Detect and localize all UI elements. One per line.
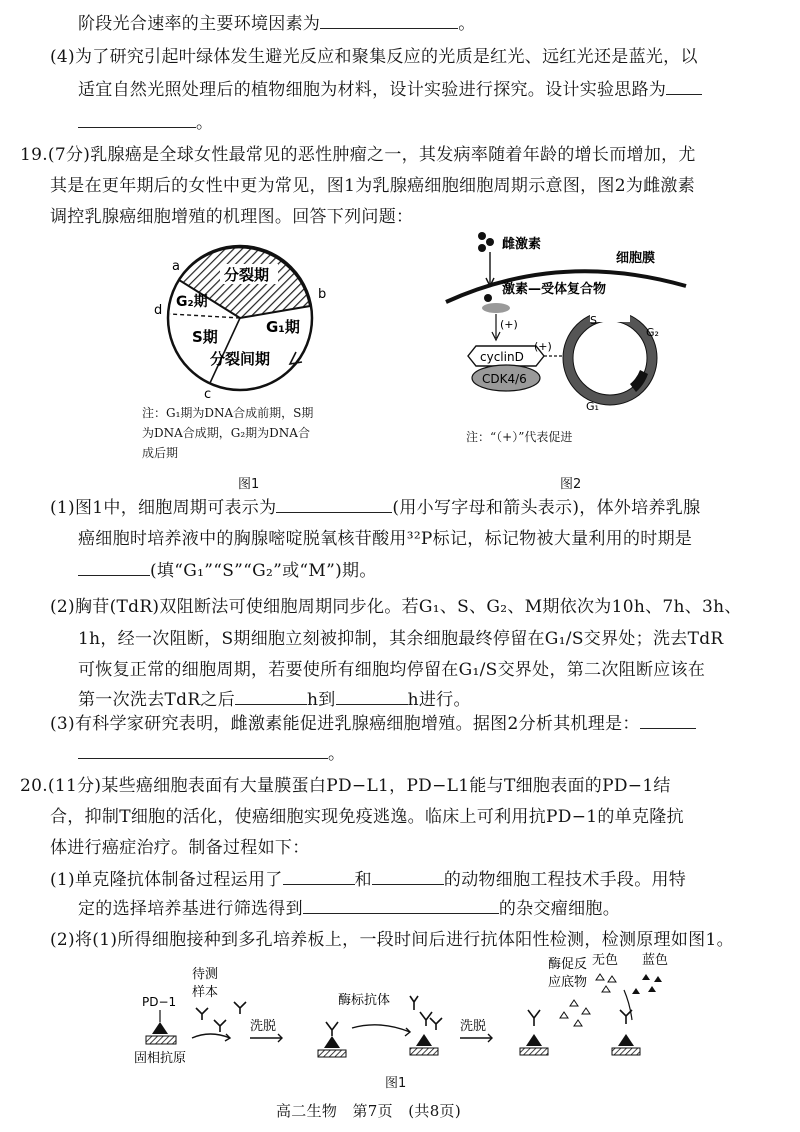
answer-blank[interactable] <box>336 688 408 705</box>
estrogen-label: 雌激素 <box>502 237 542 252</box>
wash-label-1: 洗脱 <box>250 1019 277 1034</box>
q19-heading-line3: 调控乳腺癌细胞增殖的机理图。回答下列问题： <box>50 207 414 227</box>
blue-label: 蓝色 <box>642 953 669 968</box>
fig1-caption: 图1 <box>238 477 260 492</box>
answer-blank[interactable] <box>235 688 307 705</box>
cyclin-label: cyclinD <box>480 350 524 364</box>
q20-part1-line1: (1)单克隆抗体制备过程运用了 和 的动物细胞工程技术手段。用特 <box>50 870 687 890</box>
label-b: b <box>318 287 327 302</box>
answer-blank[interactable] <box>78 742 328 759</box>
wash-label-2: 洗脱 <box>460 1019 487 1034</box>
fig1-note-line3: 成后期 <box>142 446 179 460</box>
q20-part1-line2: 定的选择培养基进行筛选得到 的杂交瘤细胞。 <box>78 899 621 919</box>
q18-part4-line3: 。 <box>78 111 213 134</box>
q20-fig-caption: 图1 <box>385 1076 407 1091</box>
q19-heading-line1: 19.(7分)乳腺癌是全球女性最常见的恶性肿瘤之一，其发病率随着年龄的增长而增加，尤 <box>20 145 696 165</box>
g2-label: G₂期 <box>176 294 208 310</box>
q19-part3-line1: (3)有科学家研究表明，雌激素能促进乳腺癌细胞增殖。据图2分析其机理是： <box>50 712 696 735</box>
s-phase-label: S <box>590 314 597 327</box>
q19-part2-line3: 可恢复正常的细胞周期，若要使所有细胞均停留在G₁/S交界处，第二次阻断应该在 <box>78 660 706 680</box>
answer-blank[interactable] <box>276 496 392 513</box>
q19-part1-line3: (填“G₁”“S”“G₂”或“M”)期。 <box>78 559 377 582</box>
g1-phase-label: G₁ <box>586 400 599 413</box>
fig1-note-line1: 注：G₁期为DNA合成前期，S期 <box>142 406 314 420</box>
estrogen-mechanism-figure <box>440 228 700 418</box>
cell-cycle-figure <box>140 240 380 400</box>
q19-heading-line2: 其是在更年期后的女性中更为常见，图1为乳腺癌细胞细胞周期示意图，图2为雌激素 <box>50 176 696 196</box>
receptor-complex <box>482 303 510 313</box>
answer-blank[interactable] <box>666 78 702 95</box>
fig1-note-line2: 为DNA合成期，G₂期为DNA合 <box>142 426 310 440</box>
q19-part2-line2: 1h，经一次阻断，S期细胞立刻被抑制，其余细胞最终停留在G₁/S交界处；洗去TdR <box>78 629 724 649</box>
q18-part4-line1: (4)为了研究引起叶绿体发生避光反应和聚集反应的光质是红光、远红光还是蓝光，以 <box>50 47 698 67</box>
q18-part4-line2: 适宜自然光照处理后的植物细胞为材料，设计实验进行探究。设计实验思路为 <box>78 78 702 101</box>
substrate-label-2: 应底物 <box>548 975 588 990</box>
cdk-label: CDK4/6 <box>482 372 527 386</box>
answer-blank[interactable] <box>78 559 150 576</box>
colorless-label: 无色 <box>592 953 619 968</box>
complex-label: 激素—受体复合物 <box>502 282 607 297</box>
g1-label: G₁期 <box>266 318 300 336</box>
prev-question-tail: 阶段光合速率的主要环境因素为 。 <box>78 14 476 34</box>
answer-blank[interactable] <box>320 12 458 29</box>
fig2-note: 注：“（+）”代表促进 <box>466 430 573 444</box>
solid-antigen-label: 固相抗原 <box>134 1051 187 1066</box>
fig2-caption: 图2 <box>560 477 582 492</box>
plus-label-2: (+) <box>534 340 552 353</box>
antibody-detection-figure <box>130 950 720 1070</box>
answer-blank[interactable] <box>640 712 696 729</box>
q20-heading-line2: 合，抑制T细胞的活化，使癌细胞实现免疫逃逸。临床上可利用抗PD−1的单克隆抗 <box>50 807 684 827</box>
sample-label-1: 待测 <box>192 967 219 982</box>
sample-label-2: 样本 <box>192 985 219 1000</box>
substrate-label-1: 酶促反 <box>548 957 588 972</box>
q19-part1-line1: (1)图1中，细胞周期可表示为 (用小写字母和箭头表示)，体外培养乳腺 <box>50 498 701 518</box>
page-footer: 高二生物 第7页 (共8页) <box>276 1102 461 1120</box>
enzyme-antibody-label: 酶标抗体 <box>338 993 391 1008</box>
q19-part3-line2: 。 <box>78 742 345 765</box>
answer-blank[interactable] <box>372 868 444 885</box>
q20-part2-line1: (2)将(1)所得细胞接种到多孔培养板上，一段时间后进行抗体阳性检测，检测原理如图1。 <box>50 930 734 950</box>
membrane-label: 细胞膜 <box>616 251 656 266</box>
plus-label-1: (+) <box>500 318 518 331</box>
pd1-label: PD−1 <box>142 995 177 1009</box>
label-a: a <box>172 259 180 274</box>
q19-part1-line2: 癌细胞时培养液中的胸腺嘧啶脱氧核苷酸用³²P标记，标记物被大量利用的时期是 <box>78 529 693 549</box>
q19-part2-line4: 第一次洗去TdR之后 h到 h进行。 <box>78 690 471 710</box>
interphase-label: 分裂间期 <box>210 350 271 368</box>
q19-part2-line1: (2)胸苷(TdR)双阻断法可使细胞周期同步化。若G₁、S、G₂、M期依次为10h、7h、3h、 <box>50 597 742 617</box>
s-label: S期 <box>192 328 218 346</box>
q20-heading-line3: 体进行癌症治疗。制备过程如下： <box>50 838 310 858</box>
label-d: d <box>154 303 163 318</box>
answer-blank[interactable] <box>78 111 196 128</box>
q20-heading-line1: 20.(11分)某些癌细胞表面有大量膜蛋白PD−L1，PD−L1能与T细胞表面的PD−1结 <box>20 776 671 796</box>
g2-s-divider <box>170 314 240 318</box>
g2-phase-label: G₂ <box>646 326 659 339</box>
answer-blank[interactable] <box>283 868 355 885</box>
label-c: c <box>204 387 212 400</box>
answer-blank[interactable] <box>303 897 499 914</box>
mitosis-label: 分裂期 <box>224 266 270 284</box>
